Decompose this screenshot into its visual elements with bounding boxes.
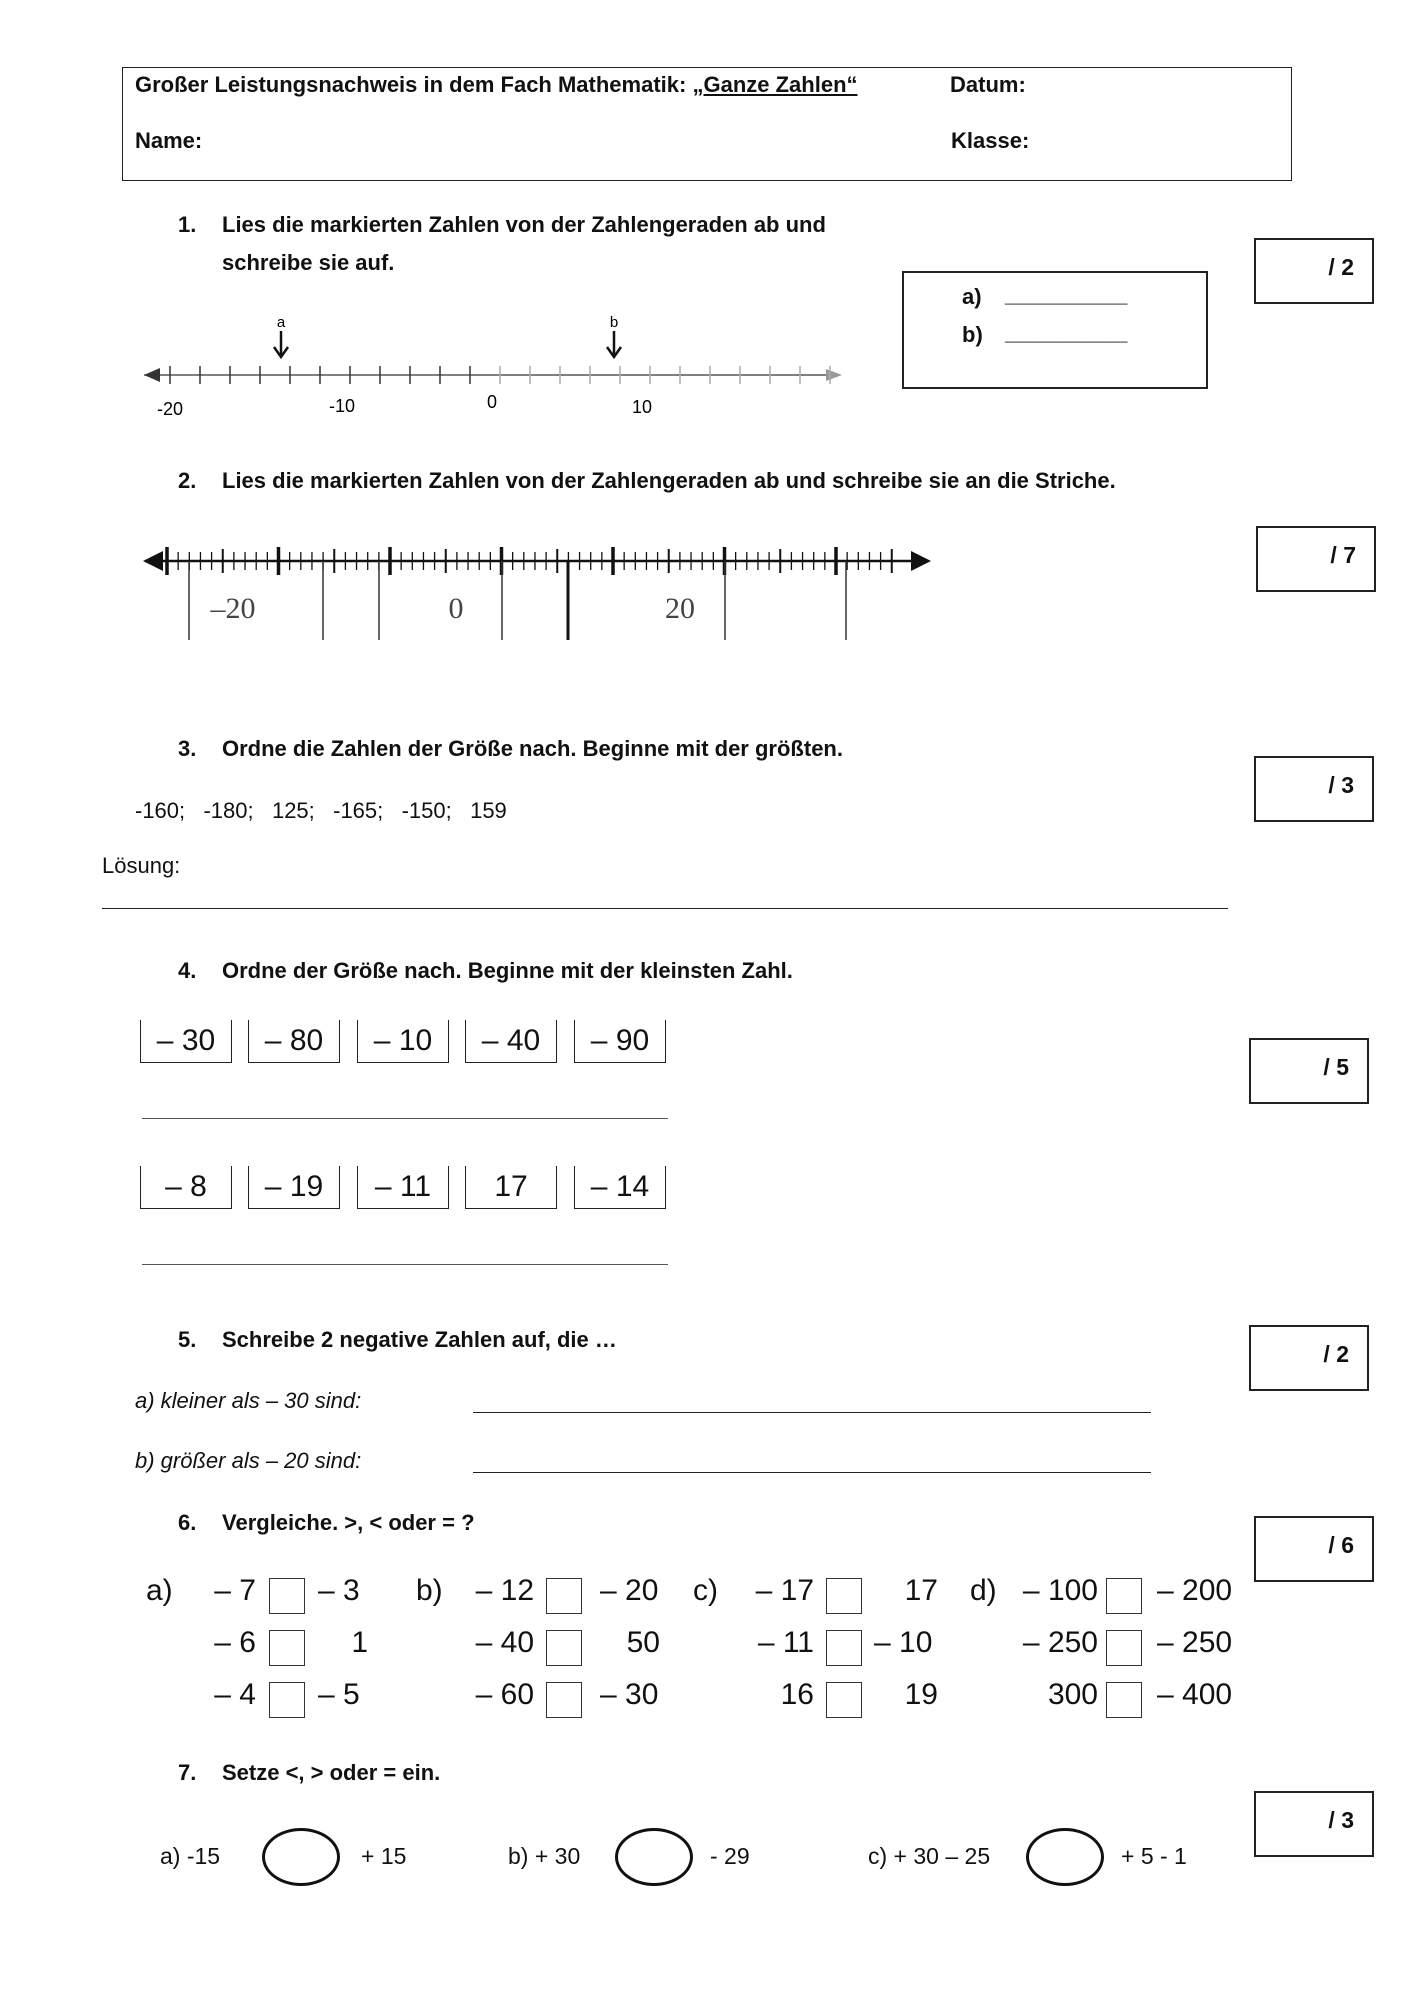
task1-arrow-left [144, 368, 160, 382]
task6-right-value: – 30 [600, 1678, 659, 1711]
task6-compare-box[interactable] [1106, 1578, 1142, 1614]
header-title [135, 72, 858, 98]
task1-answer-a-label: a) [962, 284, 982, 309]
task3-score: / 3 [1328, 772, 1354, 798]
task4-row1 [140, 1020, 670, 1066]
task6-left-value: – 17 [755, 1574, 814, 1607]
class-label: Klasse: [951, 128, 1030, 153]
task5-b-label: b) größer als – 20 sind: [135, 1448, 362, 1473]
task1-score-box [1254, 238, 1374, 304]
task6-label-a: a) [146, 1574, 173, 1607]
task1-tick-label: -10 [328, 396, 356, 416]
task7-b-left: b) + 30 [508, 1843, 581, 1869]
task2-score: / 7 [1330, 542, 1356, 568]
task6-left-value: 16 [780, 1678, 814, 1711]
task6-compare-box[interactable] [269, 1682, 305, 1718]
task4-number-box: – 10 [357, 1020, 449, 1063]
task2-tick-label: 20 [665, 592, 695, 625]
task1-number: 1. [178, 212, 197, 237]
task6-compare-box[interactable] [1106, 1682, 1142, 1718]
task7-c-right: + 5 - 1 [1121, 1843, 1187, 1869]
task6-right-value: 1 [351, 1626, 368, 1659]
task3-answer-line[interactable] [102, 908, 1228, 909]
task4-number: 4. [178, 958, 197, 983]
task7-a-left: a) -15 [160, 1843, 221, 1869]
task7-a-right: + 15 [361, 1843, 407, 1869]
task7-number: 7. [178, 1760, 197, 1785]
task6-right-value: – 10 [874, 1626, 933, 1659]
task2-arrow-right [911, 551, 931, 571]
task4-score: / 5 [1323, 1054, 1349, 1080]
task4-text: Ordne der Größe nach. Beginne mit der kleinsten Zahl. [222, 958, 793, 983]
name-label: Name: [135, 128, 203, 153]
task5-a-answer-line[interactable] [473, 1412, 1151, 1413]
task5-a-label: a) kleiner als – 30 sind: [135, 1388, 362, 1413]
task6-left-value: – 12 [475, 1574, 534, 1607]
task1-answer-b-label: b) [962, 322, 983, 347]
task6-compare-box[interactable] [826, 1682, 862, 1718]
task6-label-c: c) [693, 1574, 718, 1607]
task7-score-box [1254, 1791, 1374, 1857]
task7-b-right: - 29 [710, 1843, 750, 1869]
task7-b-oval[interactable] [615, 1828, 693, 1886]
task6-right-value: 50 [626, 1626, 660, 1659]
task5-number: 5. [178, 1327, 197, 1352]
task6-compare-box[interactable] [826, 1630, 862, 1666]
task4-score-box [1249, 1038, 1369, 1104]
task1-marker-a [274, 331, 288, 357]
task6-left-value: – 6 [214, 1626, 256, 1659]
task6-left-value: – 11 [757, 1626, 814, 1659]
task4-answer-line-1[interactable] [142, 1118, 668, 1119]
task3-number: 3. [178, 736, 197, 761]
task6-left-value: – 250 [1022, 1626, 1098, 1659]
header-title-prefix: Großer Leistungsnachweis in dem Fach Mathematik: [135, 72, 693, 97]
task4-number-box: – 11 [357, 1166, 449, 1209]
task6-right-value: – 250 [1157, 1626, 1233, 1659]
task6-right-value: 17 [904, 1574, 938, 1607]
task1-score: / 2 [1328, 254, 1354, 280]
task1-marker-b-label: b [609, 314, 619, 331]
task1-tick-label: -20 [156, 399, 184, 419]
task6-right-value: – 5 [318, 1678, 360, 1711]
task6-score: / 6 [1328, 1532, 1354, 1558]
task7-c-left: c) + 30 – 25 [868, 1843, 991, 1869]
task6-right-value: – 200 [1157, 1574, 1233, 1607]
task1-answer-a-blank[interactable]: __________ [1005, 282, 1128, 307]
task4-number-box: – 90 [574, 1020, 666, 1063]
task1-number-line [130, 305, 860, 425]
task4-number-box: – 40 [465, 1020, 557, 1063]
task6-right-value: 19 [904, 1678, 938, 1711]
task1-tick-label: 10 [631, 397, 653, 417]
task6-compare-box[interactable] [546, 1630, 582, 1666]
task6-score-box [1254, 1516, 1374, 1582]
task5-score-box [1249, 1325, 1369, 1391]
task6-compare-box[interactable] [826, 1578, 862, 1614]
task1-marker-a-label: a [276, 314, 286, 331]
task2-arrow-left [143, 551, 163, 571]
task2-score-box [1256, 526, 1376, 592]
date-label: Datum: [950, 72, 1026, 97]
task6-right-value: – 3 [318, 1574, 360, 1607]
task4-number-box: – 14 [574, 1166, 666, 1209]
task3-numbers: -160; -180; 125; -165; -150; 159 [135, 798, 507, 823]
task6-compare-box[interactable] [546, 1578, 582, 1614]
task6-left-value: – 60 [475, 1678, 534, 1711]
task7-a-oval[interactable] [262, 1828, 340, 1886]
task6-label-b: b) [416, 1574, 443, 1607]
task2-text: Lies die markierten Zahlen von der Zahlengeraden ab und schreibe sie an die Striche. [222, 468, 1116, 493]
task6-left-value: – 40 [475, 1626, 534, 1659]
task2-number: 2. [178, 468, 197, 493]
task4-answer-line-2[interactable] [142, 1264, 668, 1265]
task6-left-value: – 7 [214, 1574, 256, 1607]
task1-tick-label: 0 [486, 392, 498, 412]
task2-number-line [135, 535, 935, 650]
task2-tick-label: 0 [448, 592, 464, 625]
task3-solution-label: Lösung: [102, 853, 181, 878]
task1-answer-b-blank[interactable]: __________ [1005, 320, 1128, 345]
task6-compare-box[interactable] [269, 1578, 305, 1614]
task4-number-box: – 19 [248, 1166, 340, 1209]
task6-right-value: – 400 [1157, 1678, 1233, 1711]
task1-text-line1: Lies die markierten Zahlen von der Zahlengeraden ab und [222, 212, 826, 237]
task3-score-box [1254, 756, 1374, 822]
task5-text: Schreibe 2 negative Zahlen auf, die … [222, 1327, 617, 1352]
task7-score: / 3 [1328, 1807, 1354, 1833]
task6-right-value: – 20 [600, 1574, 659, 1607]
task5-b-answer-line[interactable] [473, 1472, 1151, 1473]
task7-c-oval[interactable] [1026, 1828, 1104, 1886]
task6-left-value: 300 [1047, 1678, 1098, 1711]
task4-number-box: – 80 [248, 1020, 340, 1063]
task6-number: 6. [178, 1510, 197, 1535]
task4-number-box: – 8 [140, 1166, 232, 1209]
task6-text: Vergleiche. >, < oder = ? [222, 1510, 475, 1535]
task2-tick-label: –20 [210, 592, 256, 625]
task1-marker-b [607, 331, 621, 357]
task6-grid [0, 1574, 1414, 1724]
task1-arrow-right [826, 369, 842, 381]
task1-text-line2: schreibe sie auf. [222, 250, 395, 275]
task6-compare-box[interactable] [1106, 1630, 1142, 1666]
task6-left-value: – 100 [1022, 1574, 1098, 1607]
task6-label-d: d) [970, 1574, 997, 1607]
task6-left-value: – 4 [214, 1678, 256, 1711]
task7-text: Setze <, > oder = ein. [222, 1760, 441, 1785]
task3-text: Ordne die Zahlen der Größe nach. Beginne mit der größten. [222, 736, 843, 761]
task5-score: / 2 [1323, 1341, 1349, 1367]
task4-row2 [140, 1166, 670, 1212]
task6-compare-box[interactable] [269, 1630, 305, 1666]
task6-compare-box[interactable] [546, 1682, 582, 1718]
header-title-topic: „Ganze Zahlen“ [692, 72, 858, 97]
task4-number-box: 17 [465, 1166, 557, 1209]
task4-number-box: – 30 [140, 1020, 232, 1063]
